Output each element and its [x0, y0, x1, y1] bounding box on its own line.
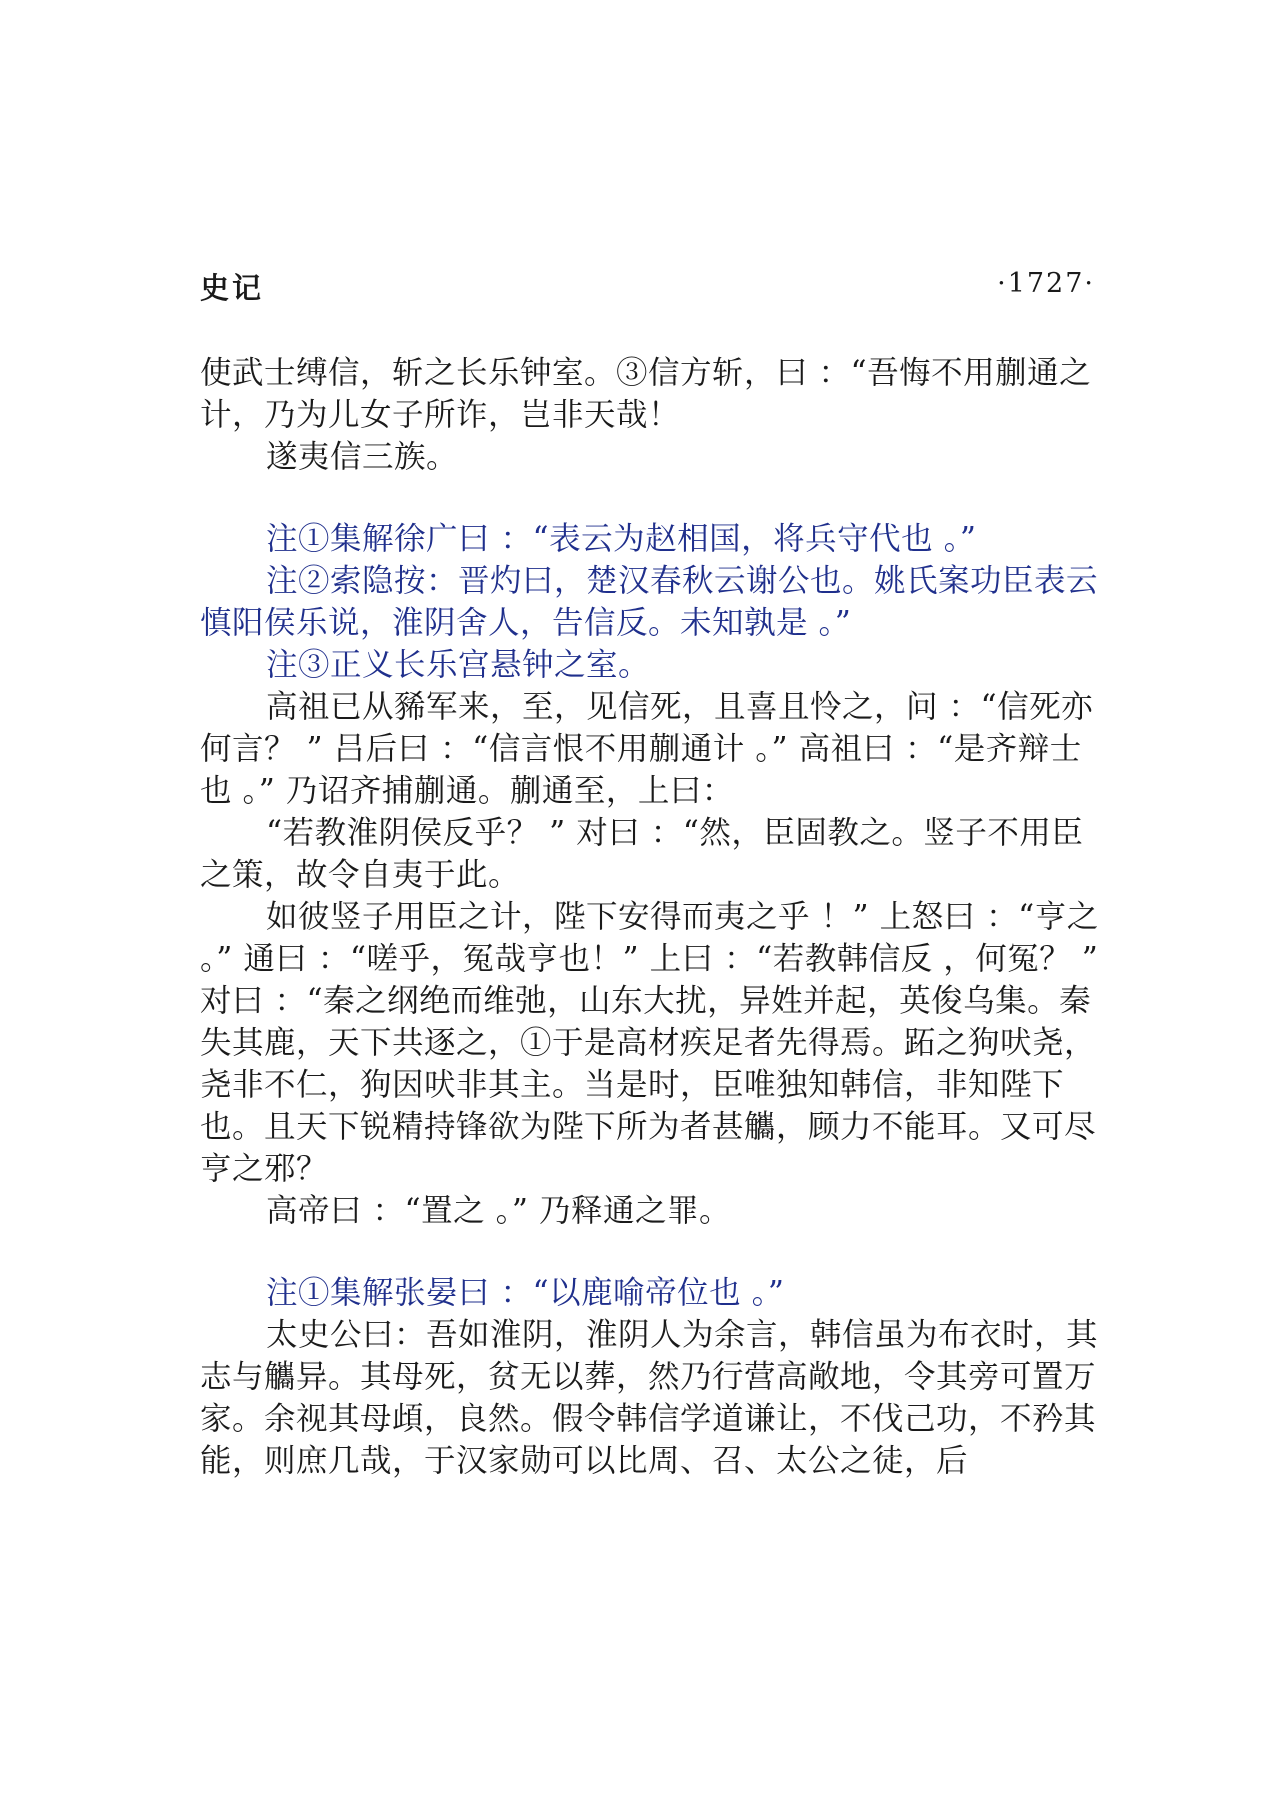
page-header	[200, 266, 1095, 306]
annotation-note: 注①集解徐广曰 ：“表云为赵相国，将兵守代也 。”	[266, 521, 977, 557]
page-body	[200, 352, 1110, 1482]
book-title: 史记	[200, 271, 265, 305]
page-number: ·1727·	[997, 268, 1095, 299]
body-paragraph: 高帝曰 ：“置之 。” 乃释通之罪。	[266, 1193, 731, 1229]
body-paragraph: 如彼竖子用臣之计，陛下安得而夷之乎 ！” 上怒曰 ：“亨之 。” 通曰 ：“嗟乎，冤哉亨也！” 上曰 ：“若教韩信反 ，何冤？ ” 对曰 ：“秦之纲绝而维弛，山东大扰，异姓并起，英俊乌集。秦失其鹿，天下共逐之，①于是高材疾足者先得焉。跖之狗吠尧，尧非不仁，狗因吠非其主。当是时，臣唯独知韩信，非知陛下也。且天下锐精持锋欲为陛下所为者甚觿，顾力不能耳。又可尽亨之邪？	[200, 899, 1110, 1187]
body-paragraph: 高祖已从豨军来，至，见信死，且喜且怜之，问 ：“信死亦何言？ ” 吕后曰 ：“信言恨不用蒯通计 。” 高祖曰 ：“是齐辩士也 。” 乃诏齐捕蒯通。蒯通至，上曰：	[200, 689, 1094, 809]
annotation-note: 注②索隐按：晋灼曰，楚汉春秋云谢公也。姚氏案功臣表云慎阳侯乐说，淮阴舍人，告信反。未知孰是 。”	[200, 563, 1099, 641]
body-paragraph: 使武士缚信，斩之长乐钟室。③信方斩，曰 ：“吾悔不用蒯通之计，乃为儿女子所诈，岂非天哉！	[200, 355, 1092, 433]
body-paragraph: 遂夷信三族。	[266, 439, 459, 475]
body-paragraph: 太史公曰：吾如淮阴，淮阴人为余言，韩信虽为布衣时，其志与觿异。其母死，贫无以葬，然乃行营高敞地，令其旁可置万家。余视其母頉，良然。假令韩信学道谦让，不伐己功，不矜其能，则庶几哉，于汉家勋可以比周、召、太公之徒，后	[200, 1317, 1099, 1479]
annotation-note: 注①集解张晏曰 ：“以鹿喻帝位也 。”	[266, 1275, 785, 1311]
annotation-note: 注③正义长乐宫悬钟之室。	[266, 647, 651, 683]
body-paragraph: “若教淮阴侯反乎？ ” 对曰 ：“然，臣固教之。竖子不用臣之策，故令自夷于此。	[200, 815, 1084, 893]
